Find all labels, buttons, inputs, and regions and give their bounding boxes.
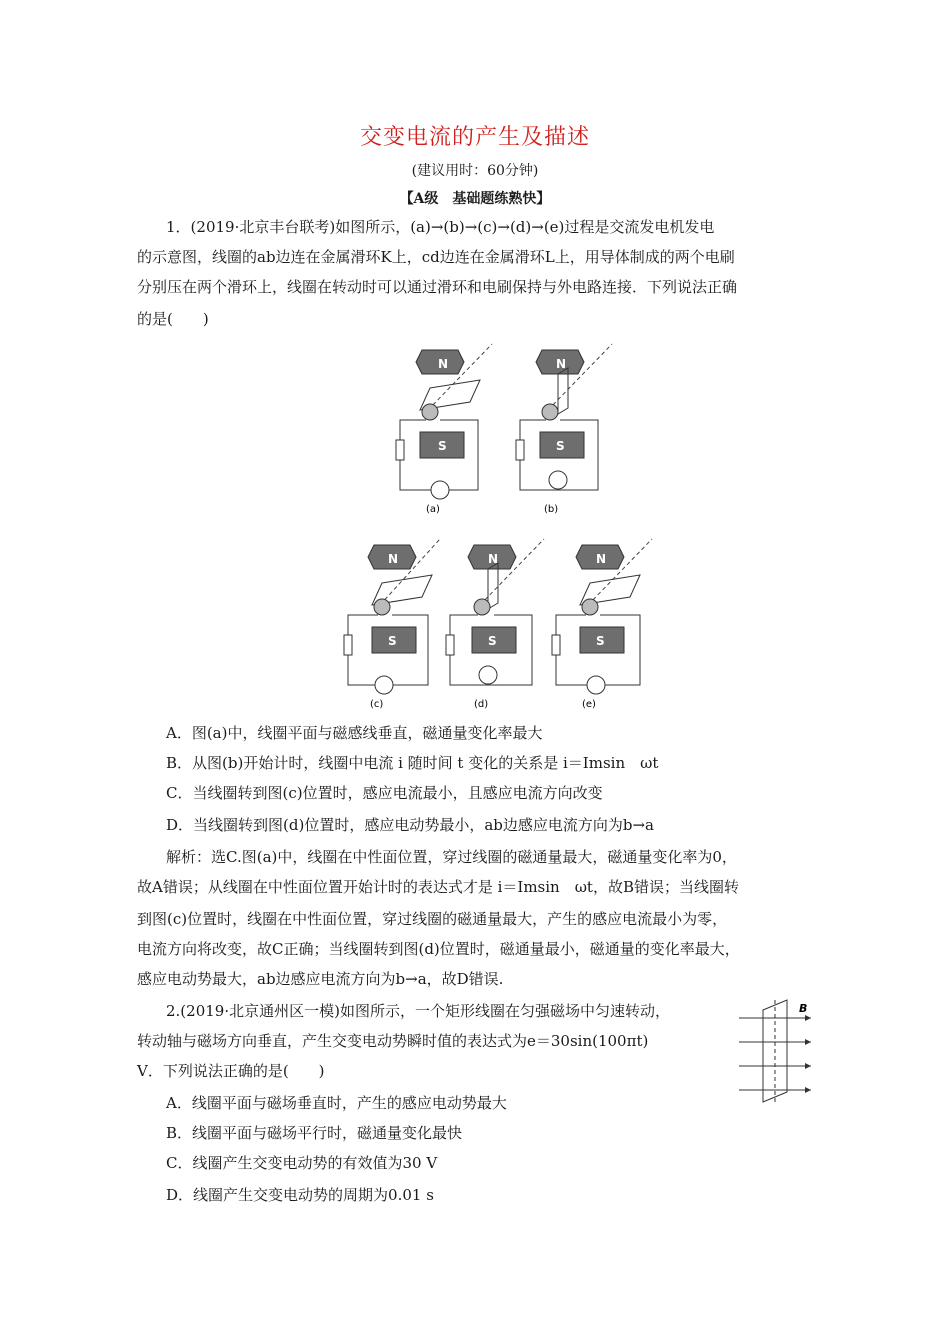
q2-option-a: A．线圈平面与磁场垂直时，产生的感应电动势最大: [166, 1094, 507, 1112]
figure-a: [380, 340, 500, 520]
fig-label-a: (a): [426, 504, 440, 515]
meter-icon: [431, 481, 449, 499]
q1-analysis-3: 到图(c)位置时，线圈在中性面位置，穿过线圈的磁通量最大，产生的感应电流最小为零，: [137, 910, 728, 928]
meter-icon: [549, 471, 567, 489]
figure-d: [444, 535, 556, 715]
q1-analysis-2: 故A错误；从线圈在中性面位置开始计时的表达式才是 i＝Imsin ωt，故B错误；当线圈转: [137, 878, 739, 896]
svg-text:N: N: [596, 552, 607, 566]
q2-line-2: 转动轴与磁场方向垂直，产生交变电动势瞬时值的表达式为e＝30sin(100πt): [137, 1032, 649, 1050]
q2-option-d: D．线圈产生交变电动势的周期为0.01 s: [166, 1186, 434, 1204]
q1-option-d: D．当线圈转到图(d)位置时，感应电动势最小，ab边感应电流方向为b→a: [166, 816, 654, 834]
svg-text:S: S: [596, 634, 605, 648]
fig-label-b: (b): [544, 504, 559, 515]
q1-line-3: 分别压在两个滑环上，线圈在转动时可以通过滑环和电刷保持与外电路连接．下列说法正确: [137, 278, 738, 296]
svg-text:S: S: [556, 439, 565, 453]
fig-label-c: (c): [370, 699, 384, 710]
q2-option-b: B．线圈平面与磁场平行时，磁通量变化最快: [166, 1124, 463, 1142]
svg-text:S: S: [388, 634, 397, 648]
meter-icon: [587, 676, 605, 694]
svg-text:S: S: [438, 439, 447, 453]
figure-c: [336, 535, 448, 715]
magnet-n: [416, 350, 464, 374]
q2-line-1: 2.(2019·北京通州区一模)如图所示，一个矩形线圈在匀强磁场中匀速转动，: [166, 1002, 670, 1020]
rotating-coil-figure: [735, 996, 815, 1106]
page-title: 交变电流的产生及描述: [359, 125, 590, 150]
q2-line-3: V．下列说法正确的是( ): [137, 1062, 325, 1080]
suggested-time: (建议用时：60分钟): [411, 163, 539, 179]
q1-line-2: 的示意图，线圈的ab边连在金属滑环K上，cd边连在金属滑环L上，用导体制成的两个电刷: [137, 248, 735, 266]
level-heading: 【A级 基础题练熟快】: [399, 191, 551, 207]
meter-icon: [479, 666, 497, 684]
q1-analysis-1: 解析：选C.图(a)中，线圈在中性面位置，穿过线圈的磁通量最大，磁通量变化率为0，: [166, 848, 737, 866]
figure-b: [500, 340, 620, 520]
field-label-b: B: [799, 1002, 808, 1015]
q1-option-c: C．当线圈转到图(c)位置时，感应电流最小，且感应电流方向改变: [166, 784, 603, 802]
svg-text:N: N: [388, 552, 399, 566]
q2-option-c: C．线圈产生交变电动势的有效值为30 V: [166, 1154, 438, 1172]
q1-analysis-5: 感应电动势最大，ab边感应电流方向为b→a，故D错误.: [137, 970, 504, 988]
meter-icon: [375, 676, 393, 694]
q1-line-1: 1．(2019·北京丰台联考)如图所示，(a)→(b)→(c)→(d)→(e)过程是交流发电机发电: [166, 218, 715, 236]
q1-option-b: B．从图(b)开始计时，线圈中电流 i 随时间 t 变化的关系是 i＝Imsin ωt: [166, 754, 659, 772]
svg-text:N: N: [556, 357, 567, 371]
magnet-s: [420, 432, 464, 458]
svg-text:N: N: [488, 552, 499, 566]
q1-line-4: 的是( ): [137, 310, 209, 328]
q1-analysis-4: 电流方向将改变，故C正确；当线圈转到图(d)位置时，磁通量最小，磁通量的变化率最大，: [137, 940, 740, 958]
fig-label-e: (e): [582, 699, 596, 710]
svg-text:S: S: [488, 634, 497, 648]
svg-text:N: N: [438, 357, 449, 371]
figure-e: [548, 535, 660, 715]
q1-option-a: A．图(a)中，线圈平面与磁感线垂直，磁通量变化率最大: [166, 724, 543, 742]
fig-label-d: (d): [474, 699, 489, 710]
